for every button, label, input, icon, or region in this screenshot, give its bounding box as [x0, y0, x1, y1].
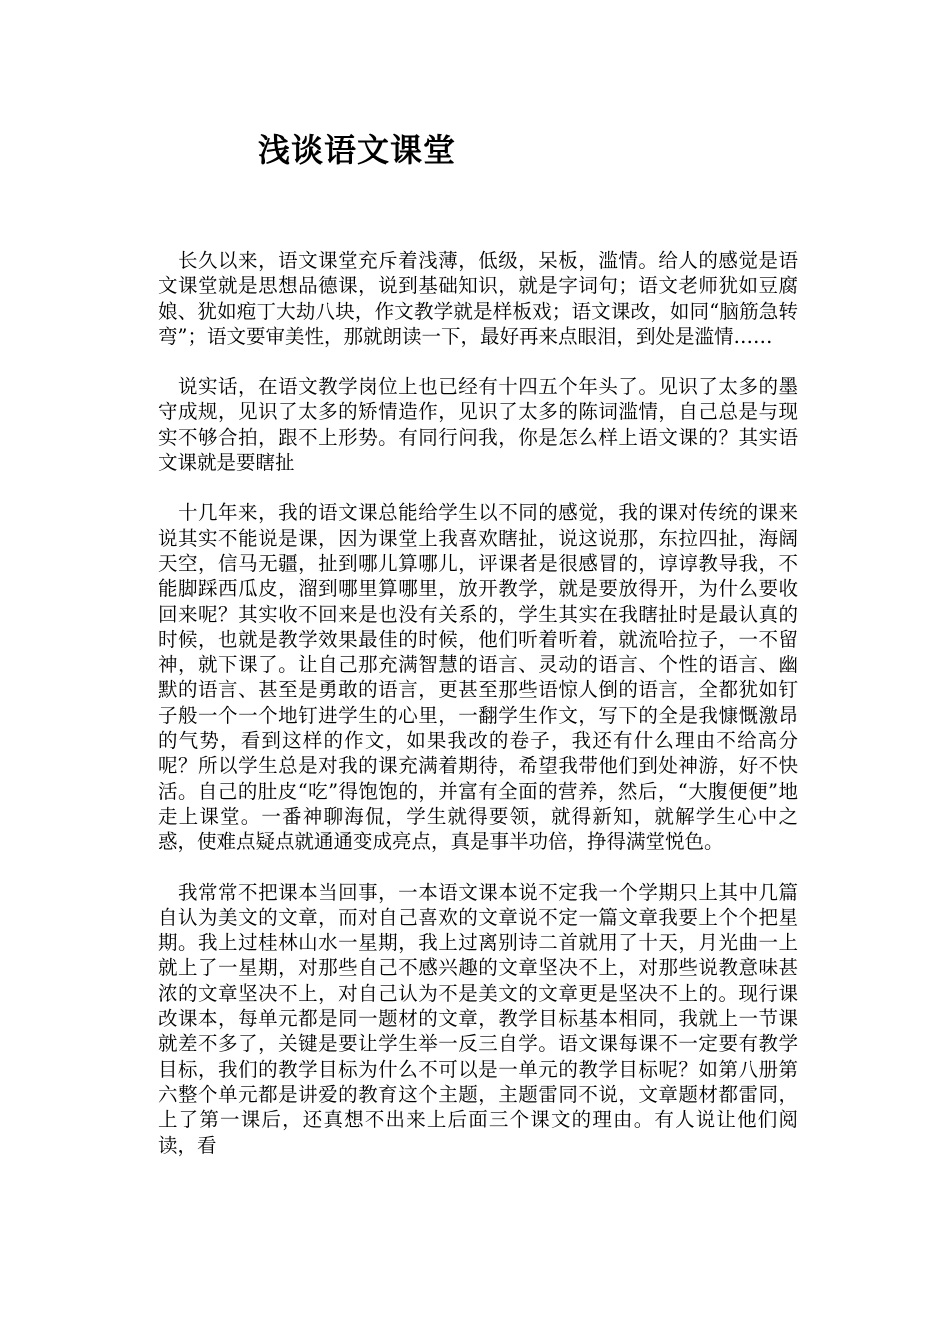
document-body [158, 248, 798, 1183]
paragraph: 长久以来，语文课堂充斥着浅薄，低级，呆板，滥情。给人的感觉是语文课堂就是思想品德课，说到基础知识，就是字词句；语文老师犹如豆腐娘、犹如疱丁大劫八块，作文教学就是样板戏；语文课改，如同“脑筋急转弯”；语文要审美性，那就朗读一下，最好再来点眼泪，到处是滥情…… [158, 249, 798, 348]
document-title: 浅谈语文课堂 [258, 131, 457, 169]
paragraph: 我常常不把课本当回事，一本语文课本说不定我一个学期只上其中几篇自认为美文的文章，而对自己喜欢的文章说不定一篇文章我要上个个把星期。我上过桂林山水一星期，我上过离别诗二首就用了十天，月光曲一上就上了一星期，对那些自己不感兴趣的文章坚决不上，对那些说教意味甚浓的文章坚决不上，对自己认为不是美文的文章更是坚决不上的。现行课改课本，每单元都是同一题材的文章，教学目标基本相同，我就上一节课就差不多了，关键是要让学生举一反三自学。语文课每课不一定要有教学目标，我们的教学目标为什么不可以是一单元的教学目标呢？如第八册第六整个单元都是讲爱的教育这个主题，主题雷同不说，文章题材都雷同，上了第一课后，还真想不出来上后面三个课文的理由。有人说让他们阅读，看 [158, 880, 798, 1157]
paragraph: 说实话，在语文教学岗位上也已经有十四五个年头了。见识了太多的墨守成规，见识了太多的矫情造作，见识了太多的陈词滥情，自己总是与现实不够合拍，跟不上形势。有同行问我，你是怎么样上语文课的？其实语文课就是要瞎扯 [158, 375, 798, 475]
paragraph: 十几年来，我的语文课总能给学生以不同的感觉，我的课对传统的课来说其实不能说是课，因为课堂上我喜欢瞎扯，说这说那，东拉四扯，海阔天空，信马无疆，扯到哪儿算哪儿，评课者是很感冒的，谆谆教导我，不能脚踩西瓜皮，溜到哪里算哪里，放开教学，就是要放得开，为什么要收回来呢？其实收不回来是也没有关系的，学生其实在我瞎扯时是最认真的时候，也就是教学效果最佳的时候，他们听着听着，就流哈拉子，一不留神，就下课了。让自己那充满智慧的语言、灵动的语言、个性的语言、幽默的语言、甚至是勇敢的语言，更甚至那些语惊人倒的语言，全都犹如钉子般一个一个地钉进学生的心里，一翻学生作文，写下的全是我慷慨激昂的气势，看到这样的作文，如果我改的卷子，我还有什么理由不给高分呢？所以学生总是对我的课充满着期待，希望我带他们到处神游，好不快活。自己的肚皮“吃”得饱饱的，并富有全面的营养，然后，“大腹便便”地走上课堂。一番神聊海侃，学生就得要领，就得新知，就解学生心中之惑，使难点疑点就通通变成亮点，真是事半功倍，挣得满堂悦色。 [158, 501, 798, 854]
